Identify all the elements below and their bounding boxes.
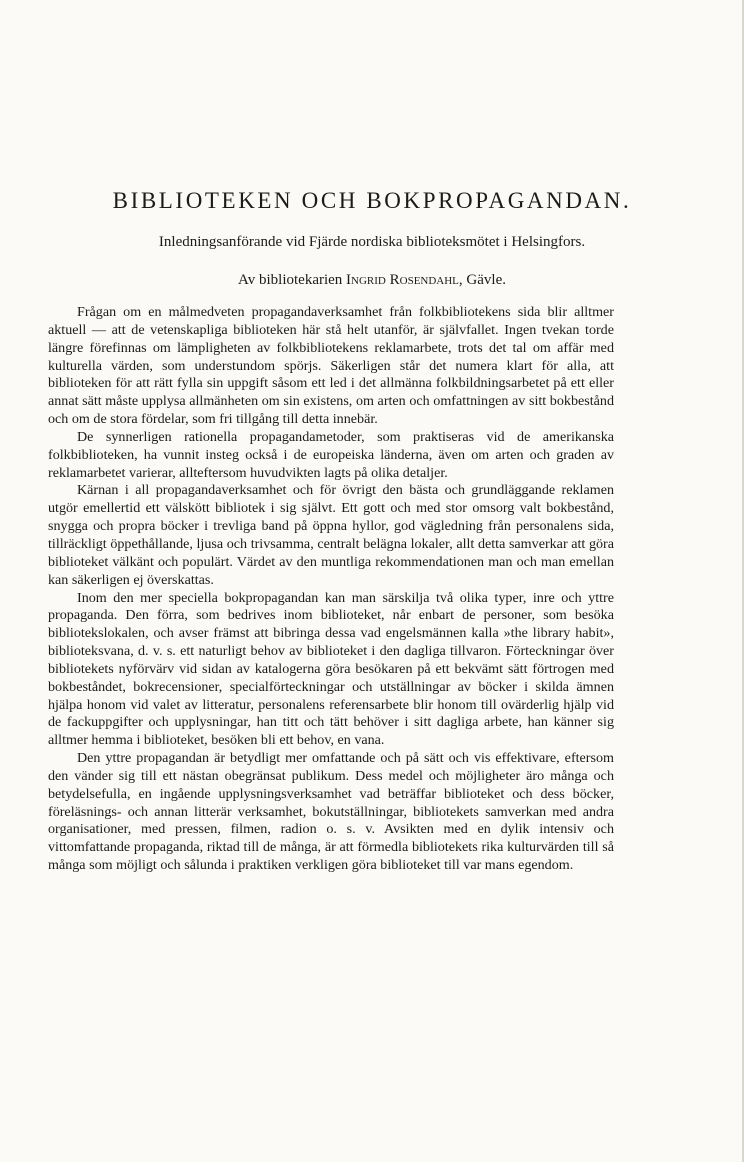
byline-prefix: Av bibliotekarien <box>238 272 347 288</box>
paragraph: Frågan om en målmedveten propagandaverksamhet från folkbibliotekens sida blir alltmer aktuell — att de vetenskapliga biblioteken här stå helt utanför, är självfallet. Ingen tvekan torde längre förefinnas om lämpligheten av folkbibliotekens reklamarbete, trots det tal om affär med kulturella värden, som understundom spörjs. Säkerligen står det numera klart för alla, att biblioteken för att rätt fylla sin uppgift såsom ett led i det allmänna folkbildningsarbetet på ett eller annat sätt måste upplysa allmänheten om sin existens, om arten och omfattningen av sitt bokbestånd och om de stora fördelar, som fri tillgång till detta innebär. <box>48 304 614 428</box>
author-byline <box>48 272 696 289</box>
paragraph: Inom den mer speciella bokpropagandan kan man särskilja två olika typer, inre och yttre propaganda. Den förra, som bedrives inom biblioteket, når enbart de personer, som besöka bibliotekslokalen, och avser främst att bibringa dessa vad engelsmännen kalla »the library habit», biblioteksvana, d. v. s. ett naturligt behov av biblioteket i den dagliga tillvaron. Förteckningar över bibliotekets nyförvärv vid sidan av katalogerna göra besökaren på ett bekvämt sätt förtrogen med bokbeståndet, bokrecensioner, specialförteckningar och utställningar av böcker i skilda ämnen hjälpa honom vid valet av litteratur, personalens referensarbete blir honom till ovärderlig hjälp vid de fackuppgifter och upplysningar, han titt och tätt behöver i sitt dagliga arbete, han känner sig alltmer hemma i biblioteket, besöken bli ett behov, en vana. <box>48 589 614 749</box>
article-title: BIBLIOTEKEN OCH BOKPROPAGANDAN. <box>112 188 632 213</box>
paragraph: Den yttre propagandan är betydligt mer omfattande och på sätt och vis effektivare, eftersom den vänder sig till ett nästan obegränsat publikum. Dess medel och möjligheter äro många och betydelsefulla, en ingående upplysningsverksamhet vad beträffar biblioteket och dess böcker, föreläsnings- och annan litterär verksamhet, bokutställningar, bibliotekets samverkan med andra organisationer, med pressen, filmen, radion o. s. v. Avsikten med en dylik intensiv och vittomfattande propaganda, riktad till de många, är att förmedla bibliotekets rika kulturvärden till så många som möjligt och sålunda i praktiken verkligen göra biblioteket till var mans egendom. <box>48 750 614 874</box>
byline-suffix: , Gävle. <box>458 272 506 288</box>
article-body <box>48 304 614 875</box>
paragraph: De synnerligen rationella propagandametoder, som praktiseras vid de amerikanska folkbiblioteken, ha vunnit insteg också i de europeiska länderna, även om arten och graden av reklamarbetet varierar, allteftersom huvudvikten lagts på olika detaljer. <box>48 428 614 481</box>
author-name: Ingrid Rosendahl <box>346 272 459 288</box>
article-subtitle: Inledningsanförande vid Fjärde nordiska biblioteksmötet i Helsingfors. <box>158 234 586 250</box>
paragraph: Kärnan i all propagandaverksamhet och för övrigt den bästa och grundläggande reklamen utgör emellertid ett välskött bibliotek i sig självt. Ett gott och med stor omsorg valt bokbestånd, snygga och propra böcker i trevliga band på öppna hyllor, god vägledning från personalens sida, tillräckligt öppethållande, ljusa och trivsamma, centralt belägna lokaler, allt detta samverkar att göra biblioteket välkänt och populärt. Värdet av den muntliga rekommendationen man och man emellan kan säkerligen ej överskattas. <box>48 482 614 588</box>
